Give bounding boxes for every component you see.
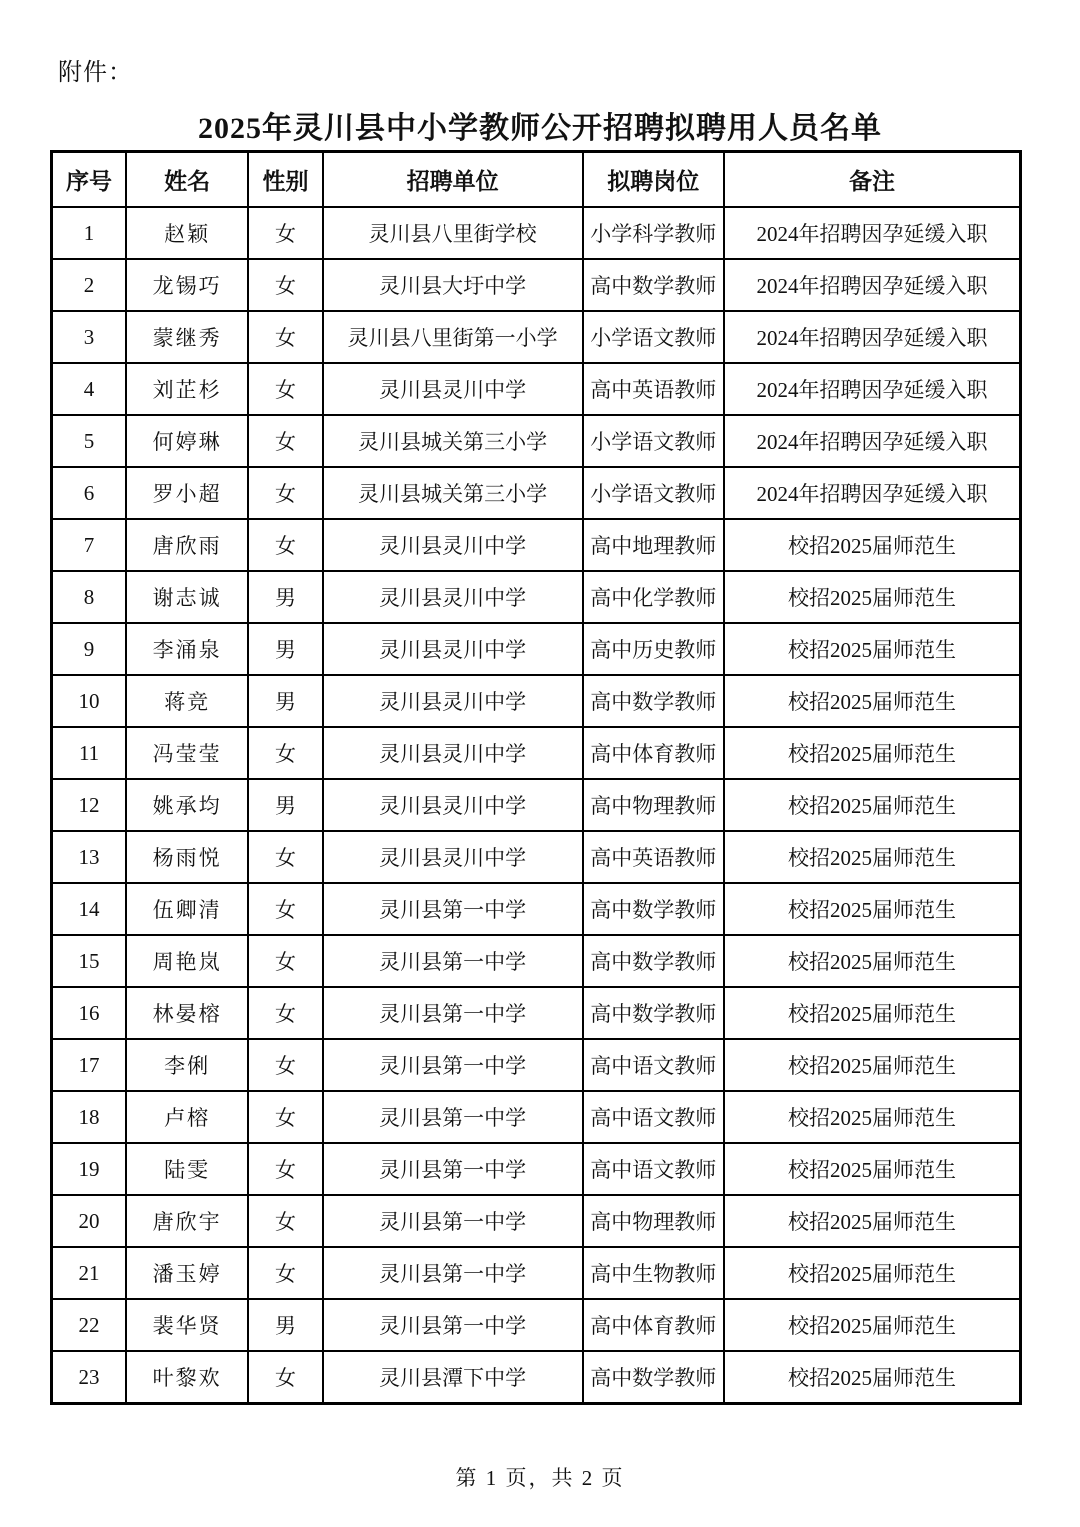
- cell-name: 罗小超: [126, 467, 248, 519]
- cell-number: 7: [52, 519, 127, 571]
- cell-number: 17: [52, 1039, 127, 1091]
- cell-name: 杨雨悦: [126, 831, 248, 883]
- cell-position: 高中数学教师: [583, 935, 724, 987]
- cell-number: 11: [52, 727, 127, 779]
- cell-gender: 女: [248, 831, 323, 883]
- cell-position: 高中历史教师: [583, 623, 724, 675]
- cell-number: 1: [52, 207, 127, 259]
- cell-position: 高中数学教师: [583, 883, 724, 935]
- cell-remark: 2024年招聘因孕延缓入职: [724, 363, 1021, 415]
- cell-name: 蒋竞: [126, 675, 248, 727]
- cell-gender: 女: [248, 1247, 323, 1299]
- cell-number: 18: [52, 1091, 127, 1143]
- cell-position: 高中语文教师: [583, 1039, 724, 1091]
- cell-gender: 女: [248, 883, 323, 935]
- cell-number: 8: [52, 571, 127, 623]
- table-row: [52, 207, 1021, 259]
- cell-number: 3: [52, 311, 127, 363]
- cell-unit: 灵川县第一中学: [323, 1039, 583, 1091]
- table-row: [52, 883, 1021, 935]
- cell-gender: 男: [248, 779, 323, 831]
- cell-gender: 女: [248, 415, 323, 467]
- cell-position: 高中语文教师: [583, 1143, 724, 1195]
- table-header: [52, 152, 1021, 208]
- cell-unit: 灵川县大圩中学: [323, 259, 583, 311]
- cell-unit: 灵川县城关第三小学: [323, 415, 583, 467]
- cell-remark: 2024年招聘因孕延缓入职: [724, 467, 1021, 519]
- cell-number: 10: [52, 675, 127, 727]
- cell-unit: 灵川县灵川中学: [323, 623, 583, 675]
- table-row: [52, 1299, 1021, 1351]
- cell-name: 龙锡巧: [126, 259, 248, 311]
- cell-remark: 校招2025届师范生: [724, 1091, 1021, 1143]
- cell-position: 小学语文教师: [583, 467, 724, 519]
- cell-number: 12: [52, 779, 127, 831]
- cell-position: 高中体育教师: [583, 1299, 724, 1351]
- table-row: [52, 311, 1021, 363]
- table-row: [52, 519, 1021, 571]
- cell-name: 姚承均: [126, 779, 248, 831]
- cell-name: 潘玉婷: [126, 1247, 248, 1299]
- table-row: [52, 363, 1021, 415]
- cell-number: 9: [52, 623, 127, 675]
- cell-name: 裴华贤: [126, 1299, 248, 1351]
- cell-position: 小学语文教师: [583, 415, 724, 467]
- cell-unit: 灵川县第一中学: [323, 1247, 583, 1299]
- cell-name: 周艳岚: [126, 935, 248, 987]
- cell-remark: 2024年招聘因孕延缓入职: [724, 259, 1021, 311]
- cell-position: 高中体育教师: [583, 727, 724, 779]
- cell-unit: 灵川县八里街第一小学: [323, 311, 583, 363]
- column-header-remark: 备注: [724, 152, 1021, 208]
- cell-name: 何婷琳: [126, 415, 248, 467]
- table-row: [52, 1091, 1021, 1143]
- table-row: [52, 415, 1021, 467]
- cell-number: 22: [52, 1299, 127, 1351]
- cell-gender: 男: [248, 571, 323, 623]
- cell-name: 李俐: [126, 1039, 248, 1091]
- table-row: [52, 727, 1021, 779]
- cell-name: 李涌泉: [126, 623, 248, 675]
- cell-unit: 灵川县八里街学校: [323, 207, 583, 259]
- cell-name: 陆雯: [126, 1143, 248, 1195]
- cell-number: 2: [52, 259, 127, 311]
- table-body: [52, 207, 1021, 1404]
- table-row: [52, 259, 1021, 311]
- cell-remark: 校招2025届师范生: [724, 623, 1021, 675]
- cell-gender: 女: [248, 311, 323, 363]
- cell-gender: 女: [248, 259, 323, 311]
- cell-remark: 校招2025届师范生: [724, 883, 1021, 935]
- cell-number: 16: [52, 987, 127, 1039]
- table-row: [52, 1039, 1021, 1091]
- cell-gender: 女: [248, 1195, 323, 1247]
- cell-remark: 2024年招聘因孕延缓入职: [724, 311, 1021, 363]
- cell-remark: 2024年招聘因孕延缓入职: [724, 207, 1021, 259]
- table-row: [52, 935, 1021, 987]
- table-row: [52, 1195, 1021, 1247]
- roster-table: [50, 150, 1022, 1405]
- cell-remark: 校招2025届师范生: [724, 1195, 1021, 1247]
- cell-position: 高中数学教师: [583, 987, 724, 1039]
- cell-unit: 灵川县灵川中学: [323, 779, 583, 831]
- column-header-gender: 性别: [248, 152, 323, 208]
- cell-name: 林晏榕: [126, 987, 248, 1039]
- cell-unit: 灵川县灵川中学: [323, 571, 583, 623]
- table-row: [52, 779, 1021, 831]
- cell-remark: 校招2025届师范生: [724, 519, 1021, 571]
- table-row: [52, 1143, 1021, 1195]
- cell-remark: 校招2025届师范生: [724, 779, 1021, 831]
- cell-unit: 灵川县灵川中学: [323, 727, 583, 779]
- cell-name: 赵颖: [126, 207, 248, 259]
- cell-name: 唐欣宇: [126, 1195, 248, 1247]
- cell-name: 唐欣雨: [126, 519, 248, 571]
- cell-remark: 校招2025届师范生: [724, 571, 1021, 623]
- cell-gender: 女: [248, 1091, 323, 1143]
- cell-gender: 男: [248, 675, 323, 727]
- cell-unit: 灵川县第一中学: [323, 1091, 583, 1143]
- cell-remark: 校招2025届师范生: [724, 1143, 1021, 1195]
- cell-remark: 校招2025届师范生: [724, 987, 1021, 1039]
- table-row: [52, 1247, 1021, 1299]
- cell-gender: 男: [248, 1299, 323, 1351]
- column-header-position: 拟聘岗位: [583, 152, 724, 208]
- cell-unit: 灵川县第一中学: [323, 883, 583, 935]
- table-row: [52, 467, 1021, 519]
- attachment-label: 附件：: [58, 60, 133, 86]
- cell-position: 高中数学教师: [583, 675, 724, 727]
- cell-gender: 女: [248, 935, 323, 987]
- column-header-name: 姓名: [126, 152, 248, 208]
- cell-remark: 校招2025届师范生: [724, 1299, 1021, 1351]
- cell-position: 高中语文教师: [583, 1091, 724, 1143]
- cell-gender: 男: [248, 623, 323, 675]
- cell-position: 高中数学教师: [583, 1351, 724, 1404]
- cell-unit: 灵川县灵川中学: [323, 831, 583, 883]
- cell-unit: 灵川县第一中学: [323, 935, 583, 987]
- cell-number: 21: [52, 1247, 127, 1299]
- cell-remark: 校招2025届师范生: [724, 1247, 1021, 1299]
- cell-unit: 灵川县潭下中学: [323, 1351, 583, 1404]
- cell-unit: 灵川县灵川中学: [323, 675, 583, 727]
- cell-gender: 女: [248, 467, 323, 519]
- cell-position: 高中地理教师: [583, 519, 724, 571]
- cell-unit: 灵川县城关第三小学: [323, 467, 583, 519]
- cell-unit: 灵川县第一中学: [323, 1195, 583, 1247]
- cell-number: 5: [52, 415, 127, 467]
- cell-position: 小学语文教师: [583, 311, 724, 363]
- cell-unit: 灵川县灵川中学: [323, 519, 583, 571]
- cell-number: 19: [52, 1143, 127, 1195]
- table-row: [52, 831, 1021, 883]
- cell-unit: 灵川县灵川中学: [323, 363, 583, 415]
- table-row: [52, 571, 1021, 623]
- cell-name: 蒙继秀: [126, 311, 248, 363]
- cell-unit: 灵川县第一中学: [323, 1143, 583, 1195]
- cell-remark: 校招2025届师范生: [724, 831, 1021, 883]
- cell-number: 15: [52, 935, 127, 987]
- cell-gender: 女: [248, 1039, 323, 1091]
- cell-number: 20: [52, 1195, 127, 1247]
- cell-number: 6: [52, 467, 127, 519]
- header-row: [52, 152, 1021, 208]
- cell-number: 14: [52, 883, 127, 935]
- cell-position: 高中英语教师: [583, 363, 724, 415]
- table-row: [52, 1351, 1021, 1404]
- cell-number: 13: [52, 831, 127, 883]
- cell-remark: 校招2025届师范生: [724, 727, 1021, 779]
- page-title: 2025年灵川县中小学教师公开招聘拟聘用人员名单: [198, 112, 882, 145]
- cell-position: 高中物理教师: [583, 779, 724, 831]
- cell-gender: 女: [248, 363, 323, 415]
- cell-position: 高中物理教师: [583, 1195, 724, 1247]
- cell-position: 小学科学教师: [583, 207, 724, 259]
- cell-remark: 校招2025届师范生: [724, 675, 1021, 727]
- cell-name: 卢榕: [126, 1091, 248, 1143]
- cell-position: 高中数学教师: [583, 259, 724, 311]
- cell-unit: 灵川县第一中学: [323, 987, 583, 1039]
- cell-name: 谢志诚: [126, 571, 248, 623]
- cell-number: 23: [52, 1351, 127, 1404]
- cell-gender: 女: [248, 207, 323, 259]
- column-header-number: 序号: [52, 152, 127, 208]
- cell-remark: 校招2025届师范生: [724, 935, 1021, 987]
- cell-name: 刘芷杉: [126, 363, 248, 415]
- cell-name: 叶黎欢: [126, 1351, 248, 1404]
- column-header-unit: 招聘单位: [323, 152, 583, 208]
- cell-remark: 校招2025届师范生: [724, 1351, 1021, 1404]
- table-row: [52, 987, 1021, 1039]
- cell-gender: 女: [248, 987, 323, 1039]
- cell-unit: 灵川县第一中学: [323, 1299, 583, 1351]
- cell-position: 高中化学教师: [583, 571, 724, 623]
- cell-gender: 女: [248, 1143, 323, 1195]
- cell-gender: 女: [248, 1351, 323, 1404]
- cell-remark: 2024年招聘因孕延缓入职: [724, 415, 1021, 467]
- table-row: [52, 675, 1021, 727]
- cell-position: 高中生物教师: [583, 1247, 724, 1299]
- cell-remark: 校招2025届师范生: [724, 1039, 1021, 1091]
- cell-gender: 女: [248, 519, 323, 571]
- cell-position: 高中英语教师: [583, 831, 724, 883]
- cell-number: 4: [52, 363, 127, 415]
- cell-name: 冯莹莹: [126, 727, 248, 779]
- table-row: [52, 623, 1021, 675]
- cell-name: 伍卿清: [126, 883, 248, 935]
- cell-gender: 女: [248, 727, 323, 779]
- page-footer: 第 1 页，共 2 页: [455, 1466, 625, 1490]
